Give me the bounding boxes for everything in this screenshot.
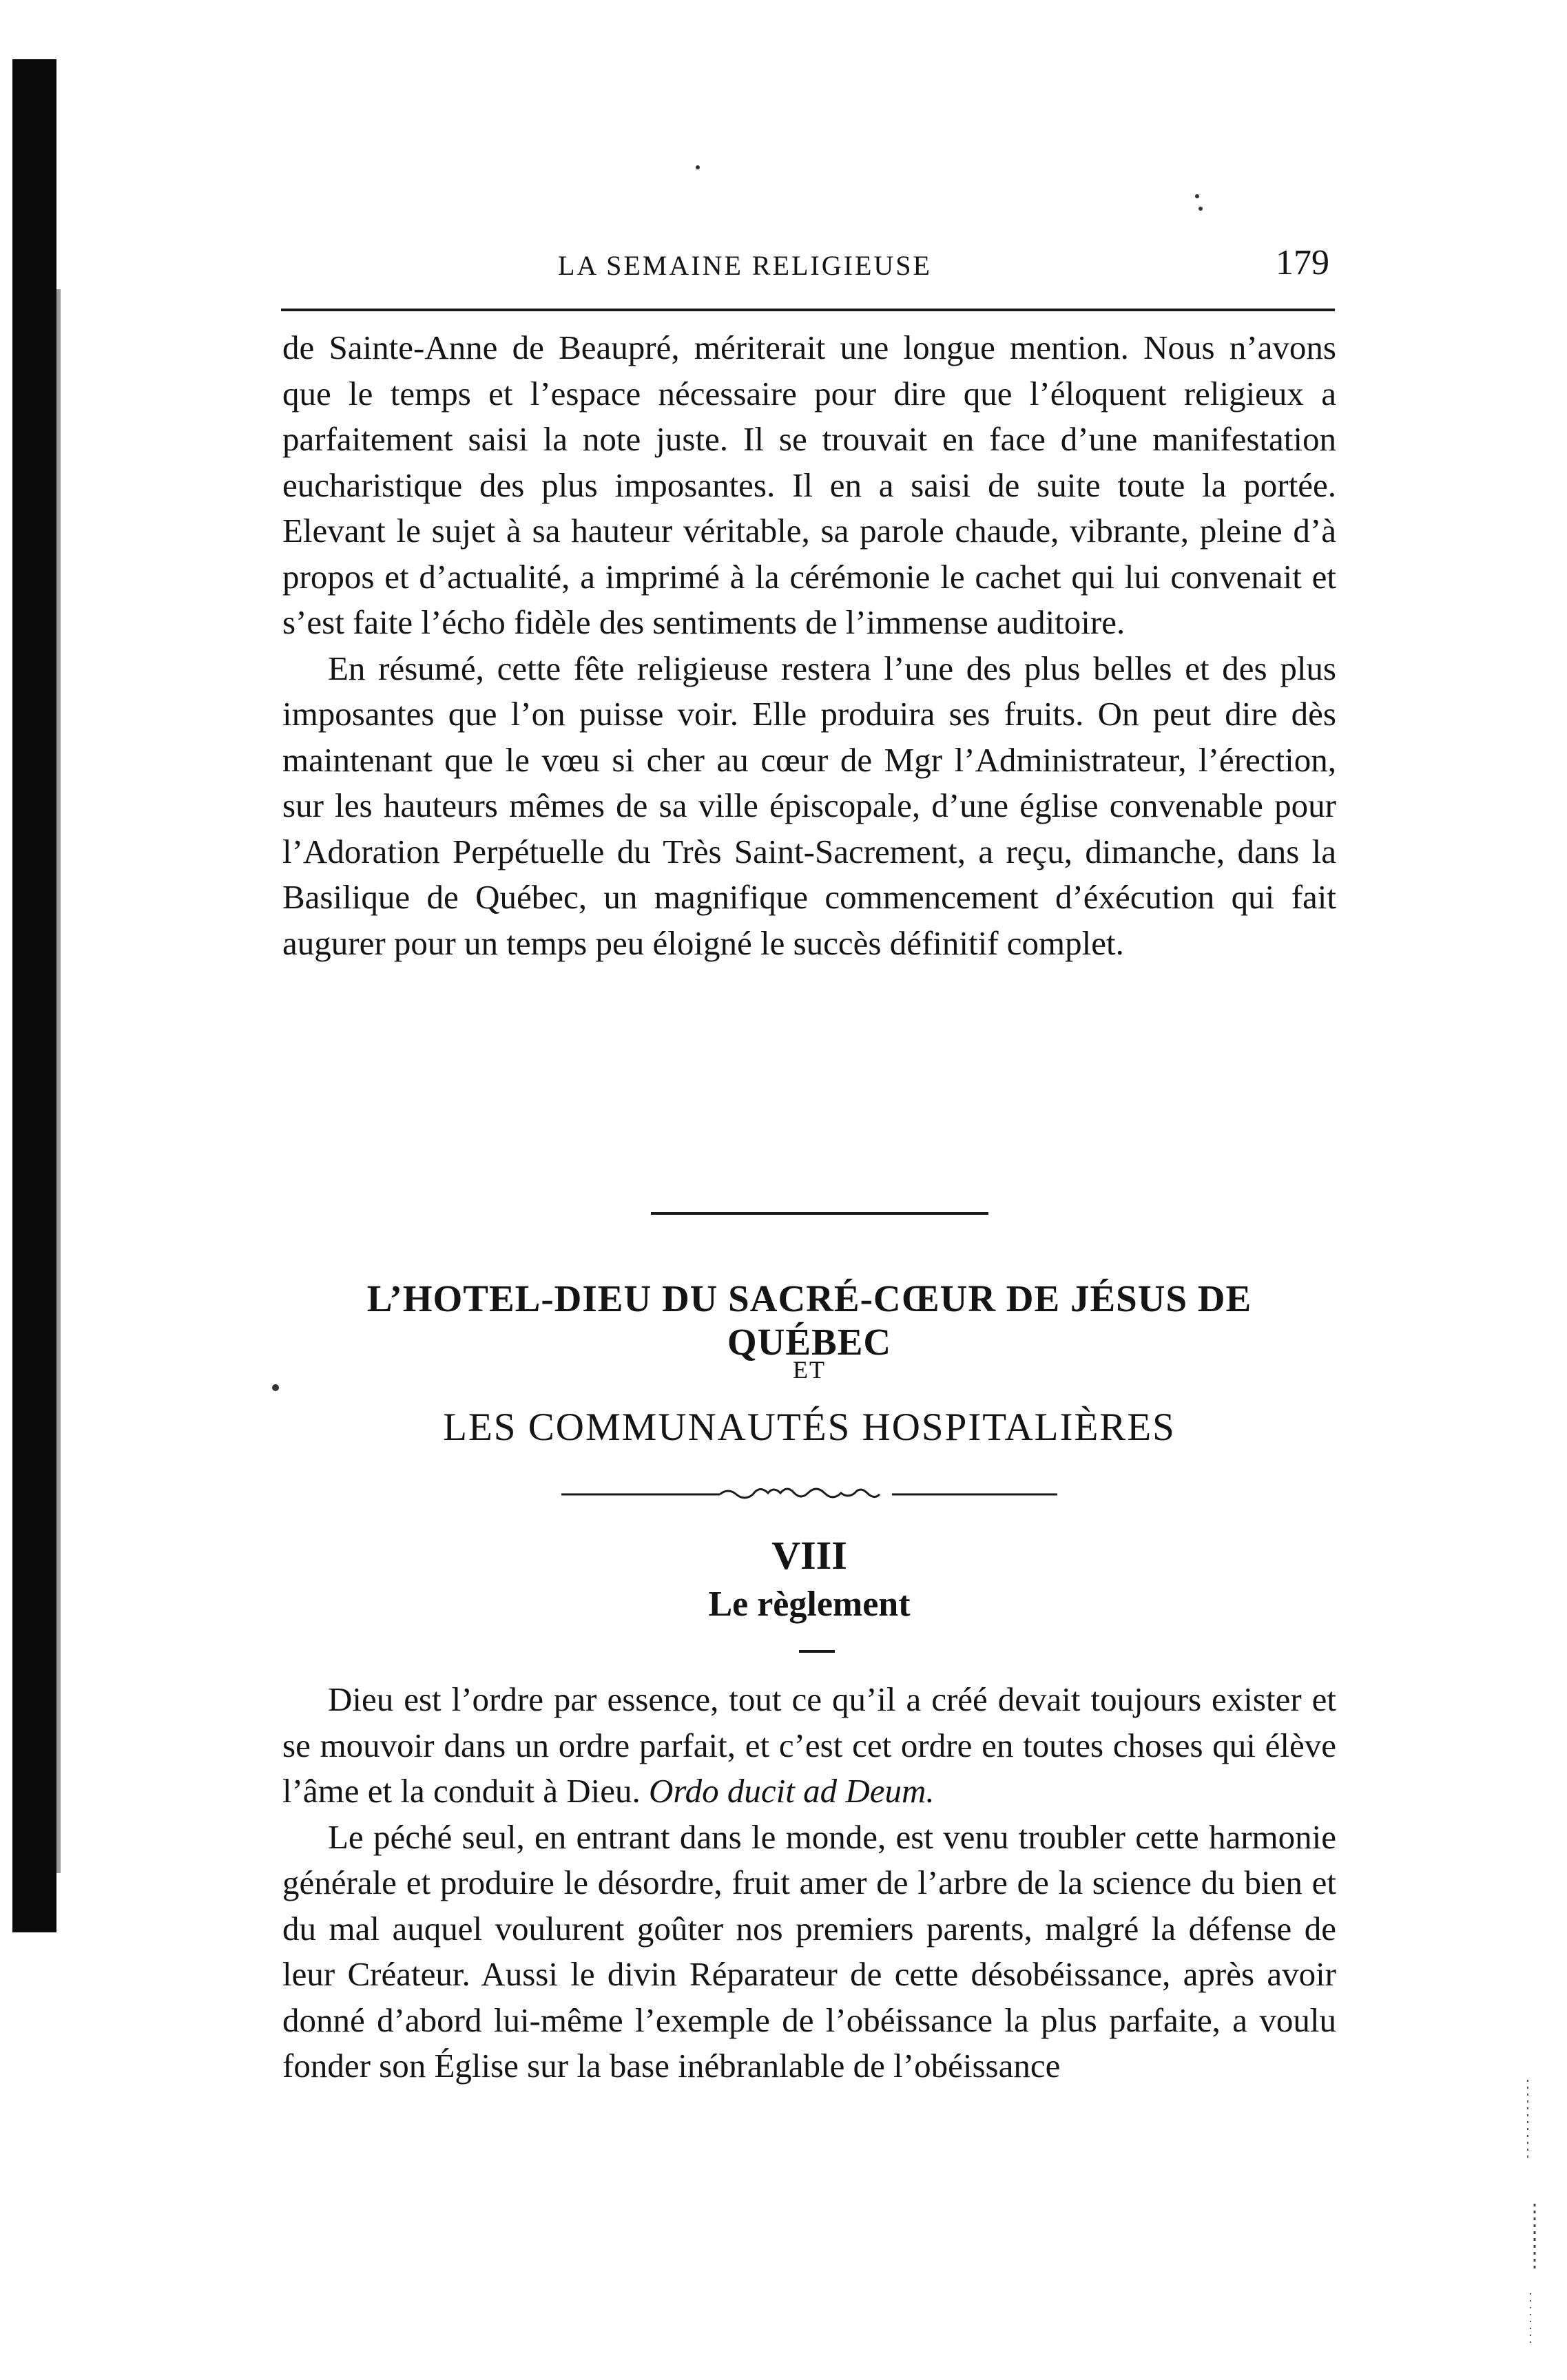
paragraph-1: de Sainte-Anne de Beaupré, mériterait une longue mention. Nous n’avons que le temps et l’espace nécessaire pour dire que l’éloquent religieux a parfaitement saisi la note juste. Il se trouvait en face d’une manifestation eucharistique des plus imposantes. Il en a saisi de suite toute la portée. Elevant le sujet à sa hauteur véritable, sa parole chaude, vibrante, pleine d’à propos et d’actualité, a imprimé à la cérémonie le cachet qui lui convenait et s’est faite l’écho fidèle des sentiments de l’immense auditoire. <box>282 328 1336 641</box>
paragraph-3-text: Dieu est l’ordre par essence, tout ce qu’il a créé devait toujours exister et se mouvoir dans un ordre parfait, et c’est cet ordre en toutes choses qui élève l’âme et la conduit à Dieu. <box>282 1680 1336 1810</box>
continued-text <box>282 325 1336 966</box>
paragraph-2: En résumé, cette fête religieuse restera l’une des plus belles et des plus imposantes que l’on puisse voir. Elle produira ses fruits. On peut dire dès maintenant que le vœu si cher au cœur de Mgr l’Administrateur, l’érection, sur les hauteurs mêmes de sa ville épiscopale, d’une église convenable pour l’Adoration Perpétuelle du Très Saint-Sacrement, a reçu, dimanche, dans la Basilique de Québec, un magnifique commencement d’éxécution qui fait augurer pour un temps peu éloigné le succès définitif complet. <box>282 649 1336 962</box>
margin-noise <box>1522 2066 1543 2355</box>
latin-motto: Ordo ducit ad Deum. <box>649 1772 935 1810</box>
page-header <box>282 242 1336 298</box>
header-rule <box>281 309 1335 311</box>
section-title: L’HOTEL-DIEU DU SACRÉ-CŒUR DE JÉSUS DE QUÉBEC <box>366 1277 1252 1363</box>
chapter-title: Le règlement <box>708 1585 911 1624</box>
chapter-text <box>282 1677 1336 2089</box>
ornament-divider <box>561 1481 1057 1508</box>
chapter-dash <box>799 1650 835 1653</box>
scan-speck <box>696 165 700 169</box>
running-head: LA SEMAINE RELIGIEUSE <box>558 250 932 281</box>
paragraph-4: Le péché seul, en entrant dans le monde, est venu troubler cette harmonie générale et produire le désordre, fruit amer de l’arbre de la science du bien et du mal auquel voulurent goûter nos premiers parents, malgré la défense de leur Créateur. Aussi le divin Réparateur de cette désobéissance, après avoir donné d’abord lui-même l’exemple de l’obéissance la plus parfaite, a voulu fonder son Église sur la base inébranlable de l’obéissance <box>282 1817 1336 2085</box>
section-separator <box>651 1212 988 1215</box>
scan-speck <box>272 1384 279 1391</box>
chapter-number: VIII <box>771 1533 847 1578</box>
section-subtitle: LES COMMUNAUTÉS HOSPITALIÈRES <box>443 1406 1176 1449</box>
scan-speck <box>1195 194 1199 198</box>
paragraph-3 <box>282 1677 1336 1815</box>
section-conjunction: ET <box>793 1356 826 1384</box>
scan-shadow <box>56 289 61 1873</box>
scan-speck <box>1198 207 1203 211</box>
page-number: 179 <box>1276 243 1329 282</box>
scan-binding-edge <box>12 59 56 1932</box>
